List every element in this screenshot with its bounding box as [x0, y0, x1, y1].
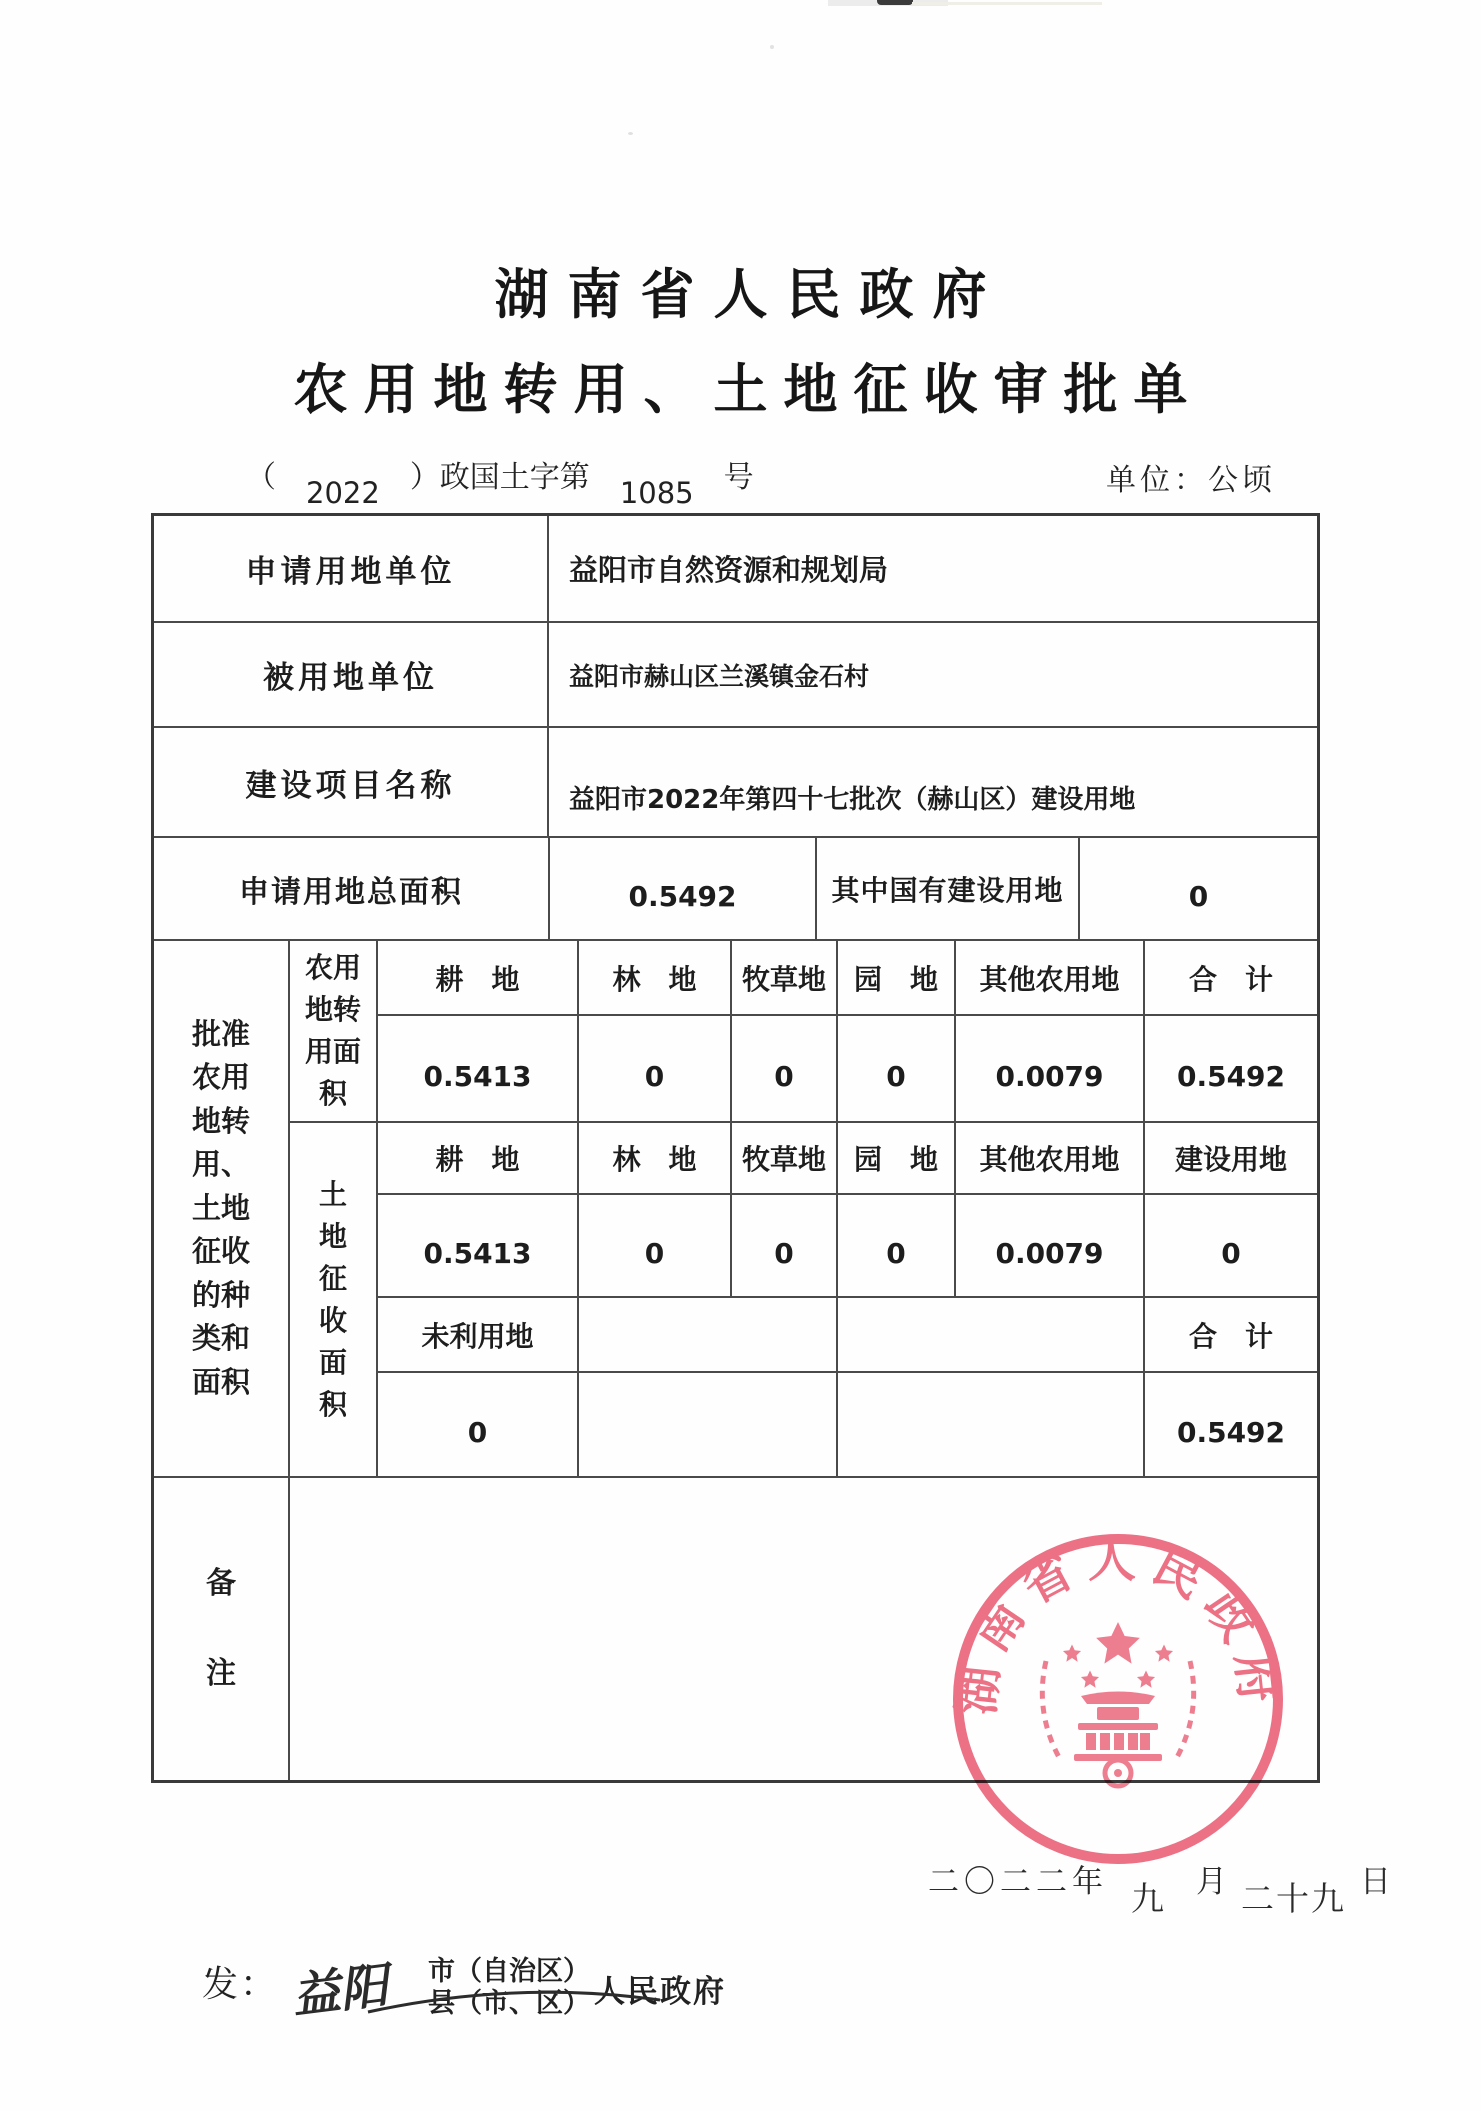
conv-value-farmland: 0.5413 [378, 1016, 579, 1123]
exp-header-construction: 建设用地 [1145, 1123, 1317, 1195]
conv-value-forest: 0 [579, 1016, 732, 1123]
expropriation-label [290, 1123, 378, 1478]
conv-header-farmland: 耕 地 [378, 941, 579, 1016]
distribution-line [202, 1956, 726, 2025]
approval-side-label-text: 批准农用地转用、土地征收的种类和面积 [191, 1016, 250, 1399]
gov-level-stack [428, 1956, 590, 2021]
state-land-label: 其中国有建设用地 [817, 838, 1080, 941]
conv-header-total: 合 计 [1145, 941, 1317, 1016]
date-year-suffix: 年 [1072, 1864, 1103, 1900]
approval-side-label [154, 941, 290, 1478]
scan-speck-2 [628, 132, 633, 135]
conv-header-grassland: 牧草地 [732, 941, 838, 1016]
conversion-label-text: 农用地转用面积 [304, 951, 361, 1110]
conv-header-garden: 园 地 [838, 941, 956, 1016]
document-number-line [246, 452, 754, 510]
government-seal [942, 1523, 1294, 1875]
exp-value-forest: 0 [579, 1195, 732, 1298]
exp-value-construction: 0 [1145, 1195, 1317, 1298]
conv-value-grassland: 0 [732, 1016, 838, 1123]
scan-mark-dark [877, 0, 913, 5]
gov-level-line1: 市（自治区） [428, 1956, 591, 1987]
row-applicant-label: 申请用地单位 [154, 516, 549, 623]
unused-value-spacer-2 [838, 1373, 1145, 1478]
conv-value-other: 0.0079 [956, 1016, 1145, 1123]
date-month-suffix: 月 [1196, 1864, 1227, 1900]
exp-header-garden: 园 地 [838, 1123, 956, 1195]
exp-value-farmland: 0.5413 [378, 1195, 579, 1298]
total-area-value: 0.5492 [550, 838, 817, 941]
docnum-suffix: 号 [723, 460, 754, 495]
conv-header-other: 其他农用地 [956, 941, 1145, 1016]
unused-land-label: 未利用地 [378, 1298, 579, 1373]
seal-national-emblem [1042, 1622, 1193, 1786]
document-title: 湖南省人民政府 [494, 262, 1006, 326]
document-subtitle: 农用地转用、土地征收审批单 [293, 357, 1204, 421]
unit-label: 单位：公顷 [1106, 463, 1276, 498]
exp-total-value: 0.5492 [1145, 1373, 1317, 1478]
total-area-label: 申请用地总面积 [154, 838, 550, 941]
exp-header-other: 其他农用地 [956, 1123, 1145, 1195]
date-year: 二〇二二 [928, 1864, 1072, 1900]
docnum-year: 2022 [306, 476, 380, 510]
docnum-mid: ）政国土字第 [409, 460, 590, 495]
scan-speck-1 [770, 45, 774, 49]
exp-header-farmland: 耕 地 [378, 1123, 579, 1195]
row-project-label: 建设项目名称 [154, 728, 549, 838]
docnum-number: 1085 [619, 476, 694, 510]
gov-level-line2: 县（市、区） [428, 1988, 591, 2020]
unused-land-value: 0 [378, 1373, 579, 1478]
conv-value-garden: 0 [838, 1016, 956, 1123]
date-day-suffix: 日 [1360, 1864, 1391, 1900]
row-project-value: 益阳市2022年第四十七批次（赫山区）建设用地 [549, 728, 1317, 838]
conv-header-forest: 林 地 [579, 941, 732, 1016]
remarks-label [154, 1478, 290, 1780]
row-applicant-value: 益阳市自然资源和规划局 [549, 516, 1317, 623]
conv-value-total: 0.5492 [1145, 1016, 1317, 1123]
seal-text: 湖南省人民政府 [948, 1531, 1288, 1718]
exp-value-garden: 0 [838, 1195, 956, 1298]
exp-total-label: 合 计 [1145, 1298, 1317, 1373]
date-day-value: 二十九 [1241, 1879, 1346, 1918]
handwritten-recipient: 益阳 [289, 1957, 392, 2025]
approval-date [928, 1856, 1391, 1918]
date-month-value: 九 [1131, 1879, 1164, 1918]
exp-header-forest: 林 地 [579, 1123, 732, 1195]
docnum-open-paren: （ [246, 460, 276, 495]
conversion-label [290, 941, 378, 1123]
unused-land-spacer-2 [838, 1298, 1145, 1373]
state-land-value: 0 [1080, 838, 1317, 941]
remarks-label-text: 备注 [206, 1566, 236, 1691]
expropriation-label-text: 土地征收面积 [318, 1177, 347, 1421]
exp-value-other: 0.0079 [956, 1195, 1145, 1298]
distribution-prefix: 发： [202, 1964, 279, 2005]
exp-header-grassland: 牧草地 [732, 1123, 838, 1195]
unused-value-spacer-1 [579, 1373, 838, 1478]
exp-value-grassland: 0 [732, 1195, 838, 1298]
row-landowner-value: 益阳市赫山区兰溪镇金石村 [549, 623, 1317, 728]
row-landowner-label: 被用地单位 [154, 623, 549, 728]
unused-land-spacer-1 [579, 1298, 838, 1373]
scan-streak-faint [912, 2, 1102, 5]
distribution-suffix: 人民政府 [594, 1974, 727, 2010]
